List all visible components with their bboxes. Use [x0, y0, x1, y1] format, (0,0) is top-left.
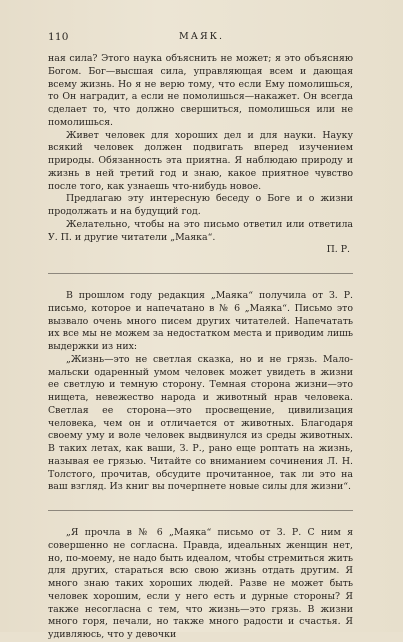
section-divider [48, 273, 353, 274]
signature: П. Р. [326, 244, 350, 256]
running-title: МАЯК. [179, 31, 224, 42]
paragraph: Желательно, чтобы на это письмо ответил или ответила У. П. и другие читатели „Маяка“. [48, 218, 353, 243]
quoted-letter: „Я прочла в № 6 „Маяка“ письмо от З. Р. С ним я совершенно не согласна. Правда, идеальных женщин нет, но, по-моему, не надо быть идеалом, чтобы стремиться жить для других, стараться всю свою жизнь отдать другим. Я много знаю таких хороших людей. Разве не может быть человек хорошим, если у него есть и дурные стороны? Я также несогласна с тем, что жизнь—это грязь. В жизни много горя, печали, но также много радости и счастья. Я удивляюсь, что у девочки [48, 527, 353, 640]
paragraph: Предлагаю эту интересную беседу о Боге и о жизни продолжать и на будущий год. [48, 193, 353, 217]
paragraph: Живет человек для хороших дел и для науки. Науку всякий человек должен подвигать вперед изучением природы. Обязанность эта приятна. Я наблюдаю природу и жизнь в ней третий год и знаю, какое приятное чувство после того, как узнаешь что-нибудь новое. [48, 129, 353, 192]
paragraph: В прошлом году редакция „Маяка“ получила от З. Р. письмо, которое и напечатано в № 6 „Маяка“. Письмо это вызвало очень много писем других читателей. Напечатать их все мы не можем за недостатком места и приводим лишь выдержки из них: [48, 290, 353, 352]
page-header [48, 31, 355, 45]
page-body [48, 53, 353, 642]
section-divider [48, 510, 353, 511]
paragraph: ная сила? Этого наука объяснить не может; я это объясняю Богом. Бог—высшая сила, управляющая всем и дающая всему жизнь. Но я не верю тому, что если Ему помолишься, то Он наградит, а если не помолишься—накажет. Он всегда сделает то, что должно свершиться, помолишься или не помолишься. [48, 53, 353, 128]
page-number: 110 [48, 31, 69, 43]
quoted-letter: „Жизнь—это не светлая сказка, но и не грязь. Мало-мальски одаренный умом человек может увидеть в жизни ее светлую и темную сторону. Темная сторона жизни—это нищета, невежество народа и животный нрав человека. Светлая ее сторона—это просвещение, цивилизация человека, чем он и отличается от животных. Благодаря своему уму и воле человек выдвинулся из среды животных. В таких летах, как ваши, З. Р., рано еще роптать на жизнь, называя ее грязью. Читайте со вниманием сочинения Л. Н. Толстого, прочитав, обсудите прочитанное, так ли это на ваш взгляд. Из книг вы почерпнете новые силы для жизни“. [48, 353, 353, 493]
